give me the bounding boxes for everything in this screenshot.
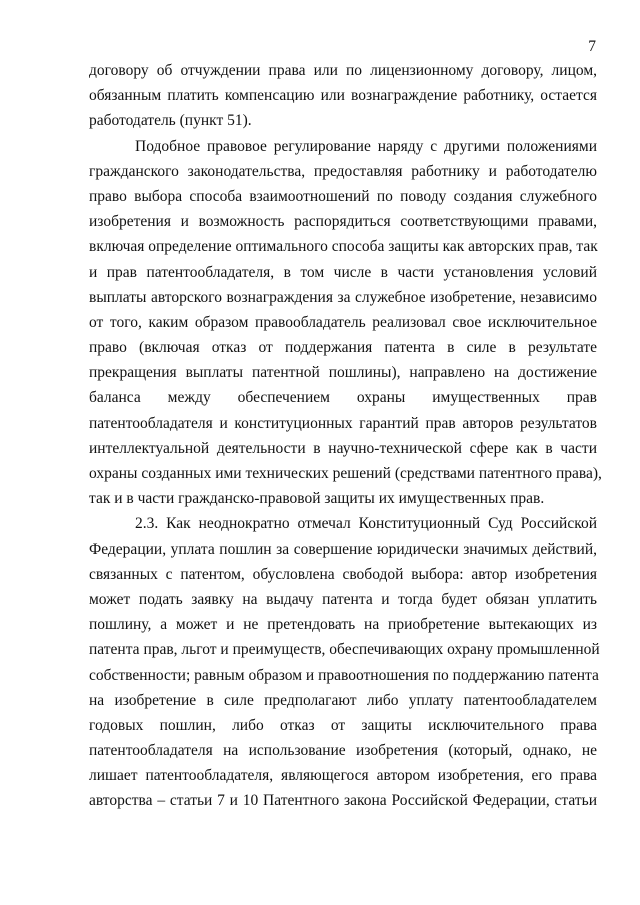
text-line: прекращения выплаты патентной пошлины), направлено на достижение [89, 364, 597, 382]
text-line: охраны созданных ими технических решений (средствами патентного права), [89, 465, 602, 482]
text-line: договору об отчуждении права или по лицензионному договору, лицом, [89, 62, 597, 79]
text-line: и прав патентообладателя, в том числе в части установления условий [89, 263, 597, 281]
text-line: собственности; равным образом и правоотношения по поддержанию патента [89, 666, 599, 684]
text-line: на изобретение в силе предполагают либо уплату патентообладателем [89, 691, 597, 709]
text-line: интеллектуальной деятельности в научно-технической сфере как в части [89, 439, 597, 457]
document-body [89, 58, 602, 814]
text-line: работодатель (пункт 51). [89, 112, 252, 130]
text-line: от того, каким образом правообладатель реализовал свое исключительное [89, 313, 597, 331]
text-line: баланса между обеспечением охраны имущественных прав [89, 389, 597, 407]
text-line: лишает патентообладателя, являющегося автором изобретения, его права [89, 767, 597, 785]
text-line: включая определение оптимального способа защиты как авторских прав, так [89, 238, 598, 256]
text-line: пошлину, а может и не претендовать на приобретение вытекающих из [89, 616, 597, 634]
text-line: может подать заявку на выдачу патента и тогда будет обязан уплатить [89, 590, 597, 608]
text-line: право выбора способа взаимоотношений по поводу создания служебного [89, 187, 597, 205]
text-line: Подобное правовое регулирование наряду с другими положениями [135, 137, 597, 155]
text-line: патентообладателя на использование изобретения (который, однако, не [89, 742, 597, 760]
text-line: связанных с патентом, обусловлена свободой выбора: автор изобретения [89, 565, 597, 583]
page-number: 7 [588, 38, 596, 55]
text-line: Федерации, уплата пошлин за совершение юридически значимых действий, [89, 540, 597, 558]
text-line: патентообладателя и конституционных гарантий прав авторов результатов [89, 414, 597, 432]
text-line: обязанным платить компенсацию или вознаграждение работнику, остается [89, 87, 597, 105]
text-line: право (включая отказ от поддержания патента в силе в результате [89, 339, 597, 357]
text-line: так и в части гражданско-правовой защиты их имущественных прав. [89, 490, 545, 508]
text-line: 2.3. Как неоднократно отмечал Конституционный Суд Российской [135, 515, 597, 533]
text-line: авторства – статьи 7 и 10 Патентного закона Российской Федерации, статьи [89, 792, 597, 810]
text-line: патента прав, льгот и преимуществ, обеспечивающих охрану промышленной [89, 641, 600, 659]
text-line: изобретения и возможность распорядиться соответствующими правами, [89, 213, 597, 231]
text-line: годовых пошлин, либо отказ от защиты исключительного права [89, 716, 597, 734]
text-line: выплаты авторского вознаграждения за служебное изобретение, независимо [89, 288, 597, 306]
text-line: гражданского законодательства, предоставляя работнику и работодателю [89, 162, 597, 180]
